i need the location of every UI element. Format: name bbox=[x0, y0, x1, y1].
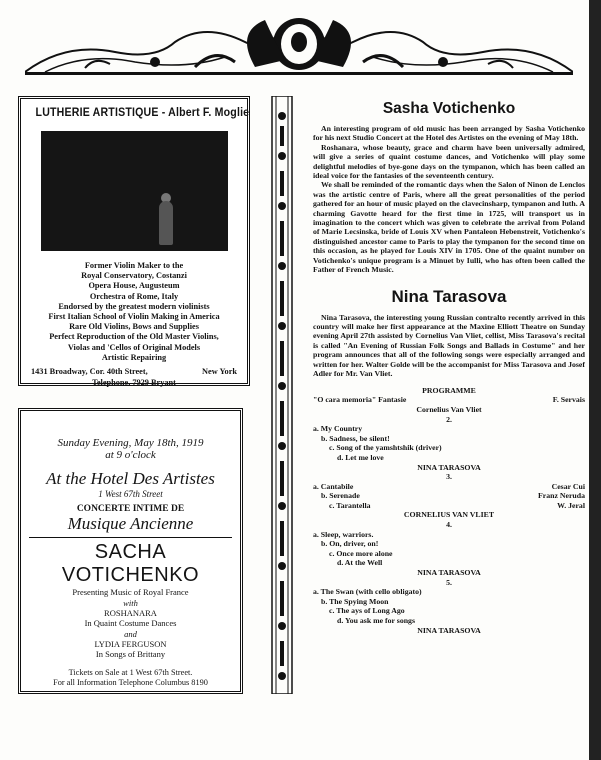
article-body-votichenko: An interesting program of old music has been arranged by Sasha Votichenko for his next Studio Concert at the Hotel des Artistes on the evening of May 18th. Roshanara, whose beauty, grace and charm have been universally admired, will give a series of quaint costume dances, and Votichenko will play some delightful melodies of bye-gone days on the tympanon, which has been called an ideal voice for the fantasies of the seventeenth century. We shall be reminded of the romantic days when the Salon of Ninon de Lenclos was the artistic centre of Paris, where all the great personalities of the period gathered for an hour of music played on the clavecinsharp, tympanon and luth. A charming Gavotte heard for the first time in 1725, will transport us in imagination to the concert which was given to celebrate the arrival from Poland of Marie Lecsinska, bride of Louis XV when Pantaleon Hebenstreit, Votichenko's distinguished ancestor came to Paris to play the tympanon for the second time on this occasion, as he played for Louis XIV in 1705. One of the quaint number on Votichenko's unique program is a Minuet by Iulli, who has often been called the Father of French Music. bbox=[313, 124, 585, 275]
programme-title: PROGRAMME bbox=[422, 386, 476, 396]
concert-advertisement: Sunday Evening, May 18th, 1919 at 9 o'clock At the Hotel Des Artistes 1 West 67th Street CONCERTE INTIME DE Musique Ancienne SACHA VOTICHENKO Presenting Music of Royal France with ROSHANARA In Quaint Costume Dances and LYDIA FERGUSON In Songs of Brittany Tickets on Sale at 1 West 67th Street. For all Information Telephone Columbus 8190 bbox=[18, 408, 243, 694]
ad-body: Former Violin Maker to the Royal Conservatory, Costanzi Opera House, Augusteum Orchestra of Rome, Italy Endorsed by the greatest modern violinists First Italian School of Violin Making in America Rare Old Violins, Bows and Supplies Perfect Reproduction of the Old Master Violins, Violas and 'Cellos of Original Models Artistic Repairing bbox=[48, 261, 220, 362]
concert-date: Sunday Evening, May 18th, 1919 bbox=[57, 437, 204, 449]
violin-photo bbox=[41, 131, 228, 251]
ticket-info: Tickets on Sale at 1 West 67th Street. For all Information Telephone Columbus 8190 bbox=[53, 667, 208, 687]
decorative-column-border bbox=[271, 96, 293, 694]
programme-list: "O cara memoria" Fantasie F. Servais Cornelius Van Vliet 2. a. My Country b. Sadness, be silent! c. Song of the yamshtshik (driver) d. Let me love NINA TARASOVA 3. a. Cantabile Cesar Cui b. Serenade Franz Neruda c. Tarantella W. Jeral CORNELIUS VAN VLIET 4. a. Sleep, warriors. b. On, driver, on! c. Once more alone d. At the Well NINA TARASOVA 5. a. The Swan (with cello obligato) b. The Spying Moon c. The ays of Long Ago d. You ask me for songs NINA TARASOVA bbox=[313, 395, 585, 635]
concert-label: CONCERTE INTIME DE bbox=[76, 504, 185, 514]
article-title-tarasova: Nina Tarasova bbox=[391, 286, 507, 306]
decorative-header-ornament bbox=[25, 12, 573, 84]
page-edge bbox=[589, 0, 601, 760]
ad-title: LUTHERIE ARTISTIQUE - Albert F. Moglie bbox=[35, 107, 250, 119]
ad-telephone: Telephone, 7929 Bryant bbox=[92, 378, 176, 388]
programme-item: "O cara memoria" Fantasie F. Servais bbox=[313, 395, 585, 405]
concert-time: at 9 o'clock bbox=[105, 449, 156, 461]
articles-column bbox=[313, 98, 585, 635]
concert-venue: At the Hotel Des Artistes bbox=[46, 469, 215, 488]
venue-street: 1 West 67th Street bbox=[98, 489, 163, 499]
divider bbox=[29, 537, 232, 538]
ad-address: 1431 Broadway, Cor. 40th Street, New York bbox=[31, 367, 237, 377]
artist-name: SACHA VOTICHENKO bbox=[61, 541, 200, 586]
article-body-tarasova: Nina Tarasova, the interesting young Russian contralto recently arrived in this country will make her first appearance at the Maxine Elliott Theatre on Sunday evening April 27th assisted by Cornelius Van Vliet, cellist, Miss Tarasova's recital is called "An Evening of Russian Folk Songs and Ballads in Costume" and her program announces that all of the following songs were especially arranged and written for her. Walter Golde will be the accompanist for Miss Tarasova and Josef Adler for Mr. Van Vliet. bbox=[313, 312, 585, 378]
concert-subtitle: Musique Ancienne bbox=[67, 514, 194, 533]
article-title-votichenko: Sasha Votichenko bbox=[382, 100, 516, 117]
lutherie-advertisement bbox=[18, 96, 250, 386]
